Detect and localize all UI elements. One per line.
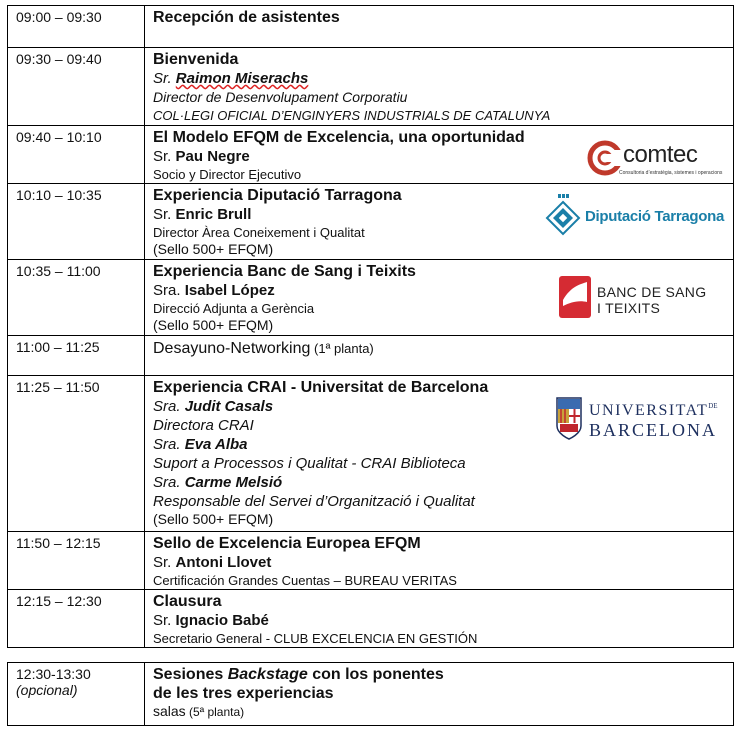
time-label: 11:25 – 11:50: [16, 379, 100, 395]
speaker-prefix: Sr.: [153, 148, 176, 165]
speaker-name: Carme Melsió: [184, 474, 283, 491]
comtec-wordmark: comtec: [623, 141, 698, 168]
room-note: (5ª planta): [185, 705, 245, 719]
content-cell: [145, 184, 734, 260]
table-row: [8, 376, 734, 532]
ub-wordmark-line1: [589, 402, 718, 420]
session-title-line2: de les tres experiencias: [153, 685, 334, 702]
speaker-name: Raimon Miserachs: [175, 70, 309, 87]
speaker-prefix: Sr.: [153, 612, 176, 629]
speaker-name: Eva Alba: [184, 436, 248, 453]
session-title: Bienvenida: [153, 51, 239, 68]
time-cell: [8, 260, 145, 336]
time-cell: [8, 6, 145, 48]
backstage-table: [7, 662, 734, 726]
session-title: Experiencia CRAI - Universitat de Barcelona: [153, 379, 489, 396]
ub-universitat: UNIVERSITAT: [589, 402, 709, 419]
time-note: (opcional): [16, 682, 78, 698]
diputacio-wordmark: Diputació Tarragona: [585, 208, 725, 225]
ub-shield-icon: [555, 396, 583, 440]
time-label: 09:40 – 10:10: [16, 129, 102, 145]
table-row: [8, 126, 734, 184]
speaker-line: [153, 553, 733, 572]
speaker-prefix: Sr.: [153, 554, 176, 571]
comtec-logo: [587, 140, 727, 180]
content-cell: [145, 590, 734, 648]
table-row: [8, 184, 734, 260]
time-label: 11:50 – 12:15: [16, 535, 101, 551]
room-line: [153, 703, 733, 721]
content-cell: [145, 336, 734, 376]
time-label: 12:15 – 12:30: [16, 593, 102, 609]
table-row: [8, 6, 734, 48]
speaker-prefix: Sra.: [153, 436, 185, 453]
session-note: (1ª planta): [310, 341, 374, 356]
session-title: Experiencia Banc de Sang i Teixits: [153, 263, 416, 280]
speaker-line: [153, 611, 733, 630]
table-row: [8, 590, 734, 648]
comtec-tagline: Consultoria d’estratègia, sistemes i operacions: [619, 170, 723, 176]
speaker-role: Director Àrea Coneixement i Qualitat: [153, 225, 365, 240]
content-cell: [145, 376, 734, 532]
session-title: Clausura: [153, 593, 222, 610]
diputacio-emblem-icon: [545, 194, 581, 238]
speaker-name: Pau Negre: [175, 148, 250, 165]
time-cell: [8, 590, 145, 648]
session-title: Recepción de asistentes: [153, 9, 340, 26]
time-label: 09:00 – 09:30: [16, 9, 102, 25]
table-row: [8, 663, 734, 726]
speaker-role: [153, 88, 733, 107]
speaker-role: Direcció Adjunta a Gerència: [153, 301, 315, 316]
time-cell: [8, 48, 145, 126]
table-row: [8, 336, 734, 376]
diputacio-logo: [545, 194, 725, 240]
time-cell: [8, 184, 145, 260]
time-label: 10:35 – 11:00: [16, 263, 101, 279]
speaker-line: [153, 69, 733, 88]
speaker-role: Socio y Director Ejecutivo: [153, 167, 302, 182]
time-cell: [8, 126, 145, 184]
time-cell: [8, 376, 145, 532]
title-part: con los ponentes: [307, 666, 444, 683]
seal-text: (Sello 500+ EFQM): [153, 241, 274, 257]
title-part-italic: Backstage: [227, 666, 308, 683]
speaker-name: Ignacio Babé: [175, 612, 269, 629]
speaker-name: Antoni Llovet: [175, 554, 272, 571]
agenda-table: [7, 5, 734, 648]
content-cell: [145, 126, 734, 184]
time-label: 11:00 – 11:25: [16, 339, 100, 355]
time-cell: [8, 532, 145, 590]
speaker-prefix: Sra.: [153, 398, 185, 415]
table-row: [8, 48, 734, 126]
banc-sang-emblem-icon: [559, 276, 591, 318]
time-label: 10:10 – 10:35: [16, 187, 102, 203]
ub-wordmark-line2: BARCELONA: [589, 420, 718, 440]
content-cell: [145, 532, 734, 590]
banc-sang-line2: I TEIXITS: [597, 300, 661, 316]
title-part: Sesiones: [153, 666, 228, 683]
speaker-prefix: Sr.: [153, 70, 176, 87]
speaker-org: COL·LEGI OFICIAL D’ENGINYERS INDUSTRIALS DE CATALUNYA: [153, 108, 551, 123]
session-title: Desayuno-Networking: [153, 340, 311, 357]
content-cell: [145, 48, 734, 126]
role-text: Director de Desenvolupament Corporatiu: [153, 89, 408, 105]
ub-de: DE: [708, 402, 718, 410]
speaker-role: Directora CRAI: [153, 417, 254, 434]
content-cell: [145, 260, 734, 336]
seal-text: (Sello 500+ EFQM): [153, 317, 274, 333]
banc-sang-logo: [559, 276, 709, 320]
time-cell: [8, 663, 145, 726]
speaker-prefix: Sra.: [153, 474, 185, 491]
speaker-line: [153, 473, 733, 492]
speaker-prefix: Sr.: [153, 206, 176, 223]
banc-sang-line1: BANC DE SANG: [597, 284, 707, 300]
session-line: [153, 338, 733, 358]
table-row: [8, 260, 734, 336]
speaker-role: Secretario General - CLUB EXCELENCIA EN GESTIÓN: [153, 631, 478, 646]
time-cell: [8, 336, 145, 376]
session-title: Experiencia Diputació Tarragona: [153, 187, 402, 204]
time-label: 09:30 – 09:40: [16, 51, 102, 67]
room-text: salas: [153, 703, 186, 719]
speaker-role: Responsable del Servei d’Organització i Qualitat: [153, 493, 475, 510]
speaker-name: Enric Brull: [175, 206, 252, 223]
session-title: El Modelo EFQM de Excelencia, una oportunidad: [153, 129, 525, 146]
table-row: [8, 532, 734, 590]
speaker-role: Suport a Processos i Qualitat - CRAI Biblioteca: [153, 455, 466, 472]
seal-text: (Sello 500+ EFQM): [153, 511, 274, 527]
speaker-name: Judit Casals: [184, 398, 274, 415]
session-title: [153, 665, 733, 684]
speaker-name: Isabel López: [184, 282, 275, 299]
speaker-role: Certificación Grandes Cuentas – BUREAU VERITAS: [153, 573, 457, 588]
ub-logo: [555, 396, 725, 446]
session-title: Sello de Excelencia Europea EFQM: [153, 535, 421, 552]
time-label: 12:30-13:30: [16, 666, 91, 682]
speaker-prefix: Sra.: [153, 282, 185, 299]
content-cell: [145, 6, 734, 48]
content-cell: [145, 663, 734, 726]
